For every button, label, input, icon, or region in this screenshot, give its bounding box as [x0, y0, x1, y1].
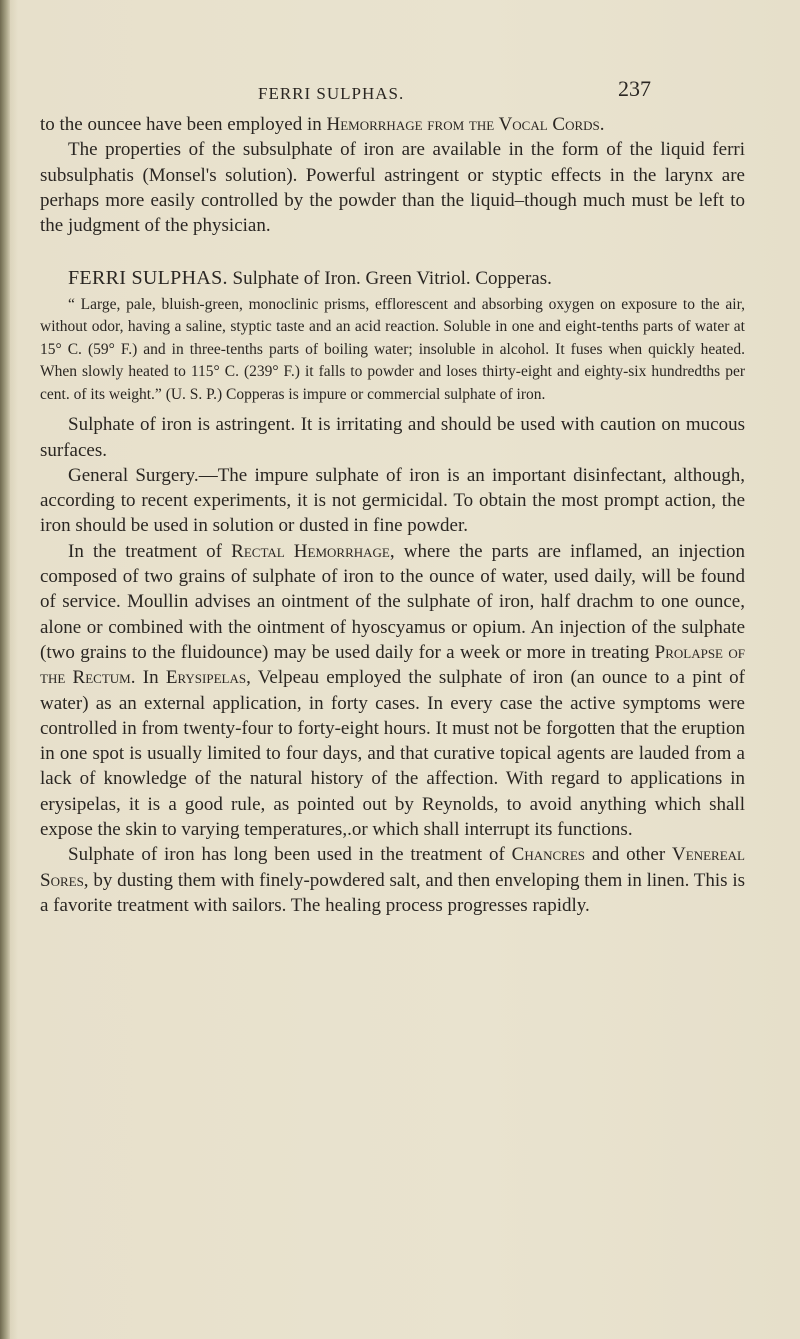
small-caps-term: Hemorrhage from the Vocal Cords.: [326, 114, 605, 135]
paragraph-subsulphate: The properties of the subsulphate of iron are available in the form of the liquid ferri subsulphatis (Monsel's solution). Powerful astringent or styptic effects in the larynx are perhaps more easily controlled by the powder than the liquid–though much must be left to the judgment of the physician.: [40, 139, 745, 237]
paragraph-text: —The impure sulphate of iron is an important disinfectant, although, according to recent experiments, it is not germicidal. To obtain the most prompt action, the iron should be used in solution or dusted in fine powder.: [40, 464, 745, 537]
paragraph-text: and other: [585, 844, 673, 866]
small-caps-term: Rectal Hemorrhage,: [231, 540, 395, 562]
paragraph-astringent: Sulphate of iron is astringent. It is irritating and should be used with caution on mucous surfaces.: [40, 414, 745, 461]
paragraph-text: Velpeau employed the sulphate of iron (an ounce to a pint of water) as an external application, in forty cases. In every case the active symptoms were controlled in from twenty-four to forty-eight hours. It must not be forgotten that the eruption in one spot is usually limited to four days, and that curative topical agents are lauded from a lack of knowledge of the natural history of the affection. With regard to applications in erysipelas, it is a good rule, as pointed out by Reynolds, to avoid anything which shall expose the skin to varying temperatures,.or which shall interrupt its functions.: [40, 667, 746, 841]
small-caps-term: Prolapse of the Rectum.: [40, 641, 745, 689]
paragraph-text: Sulphate of iron has long been used in the treatment of: [68, 844, 512, 866]
paragraph-text: by dusting them with finely-powdered salt, and then enveloping them in linen. This is a favorite treatment with sailors. The healing process progresses rapidly.: [40, 869, 745, 916]
pharmacopoeia-quote: “ Large, pale, bluish-green, monoclinic prisms, efflorescent and absorbing oxygen on exposure to the air, without odor, having a saline, styptic taste and an acid reaction. Soluble in one and eight-tenths parts of water at 15° C. (59° F.) and in three-tenths parts of boiling water; insoluble in alcohol. It fuses when quickly heated. When slowly heated to 115° C. (239° F.) it falls to powder and loses thirty-eight and eighty-six hundredths per cent. of its weight.” (U. S. P.) Copperas is impure or commercial sulphate of iron.: [40, 295, 745, 403]
paragraph-text: to the ouncee have been employed in: [40, 114, 327, 135]
small-caps-term: Chancres: [511, 844, 586, 866]
book-spine-edge: [0, 0, 10, 1339]
section-subtitle: Sulphate of Iron. Green Vitriol. Copperas.: [232, 268, 552, 290]
small-caps-term: Erysipelas,: [165, 667, 251, 689]
paragraph-rectal-hemorrhage: [40, 539, 745, 843]
small-caps-term: Venereal Sores,: [40, 844, 745, 891]
paragraph-text: In the treatment of: [68, 540, 232, 562]
page-number: 237: [618, 76, 651, 101]
page-body: [40, 112, 745, 918]
paragraph-text: where the parts are inflamed, an injection composed of two grains of sulphate of iron to the ounce of water, used daily, will be found of service. Moullin advises an ointment of the sulphate of iron, half drachm to one ounce, alone or combined with the ointment of hyoscyamus or opium. An injection of the sulphate (two grains to the fluidounce) may be used daily for a week or more in treating: [40, 540, 746, 663]
subsection-lead: General Surgery.: [68, 464, 199, 486]
section-heading: [40, 266, 745, 291]
paragraph-text: In: [135, 667, 166, 689]
section-title: FERRI SULPHAS.: [68, 267, 228, 290]
paragraph-chancres: [40, 842, 745, 918]
running-head: FERRI SULPHAS.: [258, 84, 405, 103]
paragraph-continuation: [40, 112, 745, 137]
paragraph-general-surgery: [40, 463, 745, 539]
